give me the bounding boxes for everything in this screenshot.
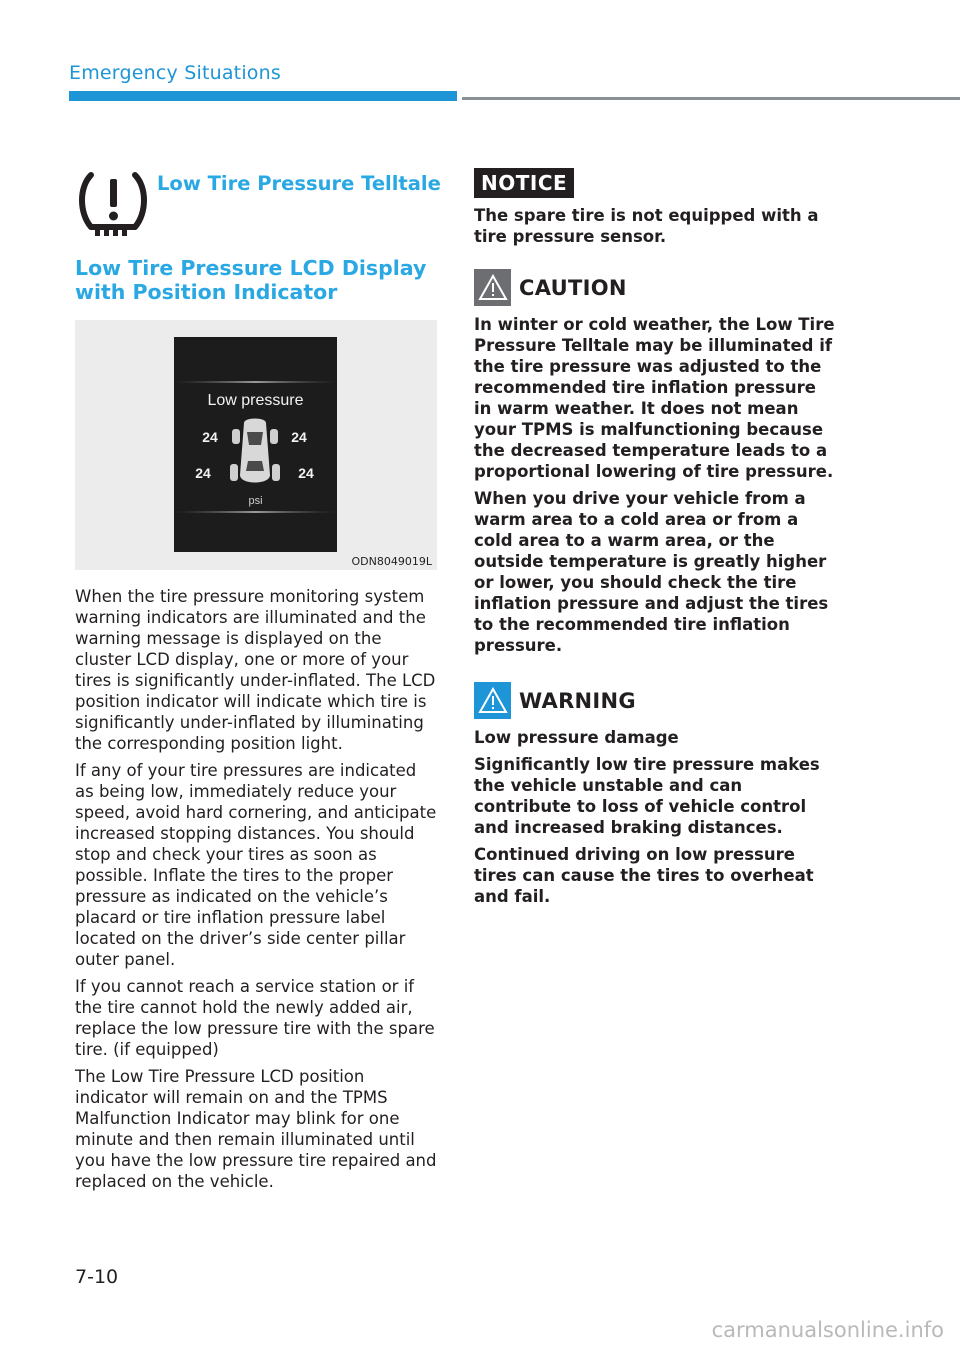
lcd-figure xyxy=(75,320,437,570)
caution-paragraph: In winter or cold weather, the Low Tire Pressure Telltale may be illuminated if the tire pressure was adjusted to the recommended tire inflation pressure in warm weather. It does not mean your TPMS is malfunctioning because the decreased temperature leads to a proportional lowering of tire pressure. xyxy=(474,315,835,481)
pressure-rear-left: 24 xyxy=(195,465,211,481)
page-number: 7-10 xyxy=(75,1266,119,1288)
body-paragraph: If you cannot reach a service station or if the tire cannot hold the newly added air, replace the low pressure tire with the spare tire. (if equipped) xyxy=(75,977,435,1059)
body-paragraph: The Low Tire Pressure LCD position indicator will remain on and the TPMS Malfunction Indicator may blink for one minute and then remain illuminated until you have the low pressure tire repaired and replaced on the vehicle. xyxy=(75,1067,437,1191)
body-paragraph: If any of your tire pressures are indicated as being low, immediately reduce your speed, avoid hard cornering, and anticipate increased stopping distances. You should stop and check your tires as soon as possible. Inflate the tires to the proper pressure as indicated on the vehicle’s placard or tire inflation pressure label located on the driver’s side center pillar outer panel. xyxy=(75,761,437,969)
notice-text: The spare tire is not equipped with a tire pressure sensor. xyxy=(474,206,819,246)
warning-paragraph: Continued driving on low pressure tires can cause the tires to overheat and fail. xyxy=(474,845,814,906)
caution-icon xyxy=(474,269,511,306)
warning-paragraph: Low pressure damage xyxy=(474,728,679,747)
left-body-text xyxy=(75,586,437,1192)
warning-body xyxy=(474,727,836,907)
notice-body xyxy=(474,205,836,247)
caution-heading xyxy=(474,269,836,306)
caution-label: CAUTION xyxy=(519,275,627,300)
warning-paragraph: Significantly low tire pressure makes the vehicle unstable and can contribute to loss of vehicle control and increased braking distances. xyxy=(474,755,820,837)
section-header: Emergency Situations xyxy=(69,62,281,84)
left-column xyxy=(75,165,441,1198)
figure-code: ODN8049019L xyxy=(351,555,432,568)
telltale-row xyxy=(75,165,441,240)
warning-heading xyxy=(474,682,836,719)
caution-body xyxy=(474,314,836,656)
warning-icon xyxy=(474,682,511,719)
caution-paragraph: When you drive your vehicle from a warm area to a cold area or from a cold area to a warm area, or the outside temperature is greatly higher or lower, you should check the tire inflation pressure and adjust the tires to the recommended tire inflation pressure. xyxy=(474,489,829,655)
watermark: carmanualsonline.info xyxy=(711,1318,944,1342)
body-paragraph: When the tire pressure monitoring system warning indicators are illuminated and the warning message is displayed on the cluster LCD display, one or more of your tires is significantly under-inflated. The LCD position indicator will indicate which tire is significantly under-inflated by illuminating the corresponding position light. xyxy=(75,587,436,753)
notice-badge: NOTICE xyxy=(474,168,574,198)
pressure-unit: psi xyxy=(248,495,263,507)
lcd-display-heading: Low Tire Pressure LCD Display with Position Indicator xyxy=(75,256,427,304)
right-column xyxy=(474,168,836,913)
header-rule-blue xyxy=(69,91,457,101)
lcd-display-graphic xyxy=(174,337,337,552)
header-rule-grey xyxy=(462,97,960,100)
warning-label: WARNING xyxy=(519,688,636,713)
low-tire-pressure-icon xyxy=(77,169,149,237)
pressure-front-left: 24 xyxy=(202,429,218,445)
car-top-view-icon xyxy=(230,419,280,483)
pressure-front-right: 24 xyxy=(291,429,307,445)
telltale-title: Low Tire Pressure Telltale xyxy=(157,172,441,195)
pressure-rear-right: 24 xyxy=(298,465,314,481)
lcd-message: Low pressure xyxy=(207,392,304,409)
lcd-screen xyxy=(174,337,337,552)
